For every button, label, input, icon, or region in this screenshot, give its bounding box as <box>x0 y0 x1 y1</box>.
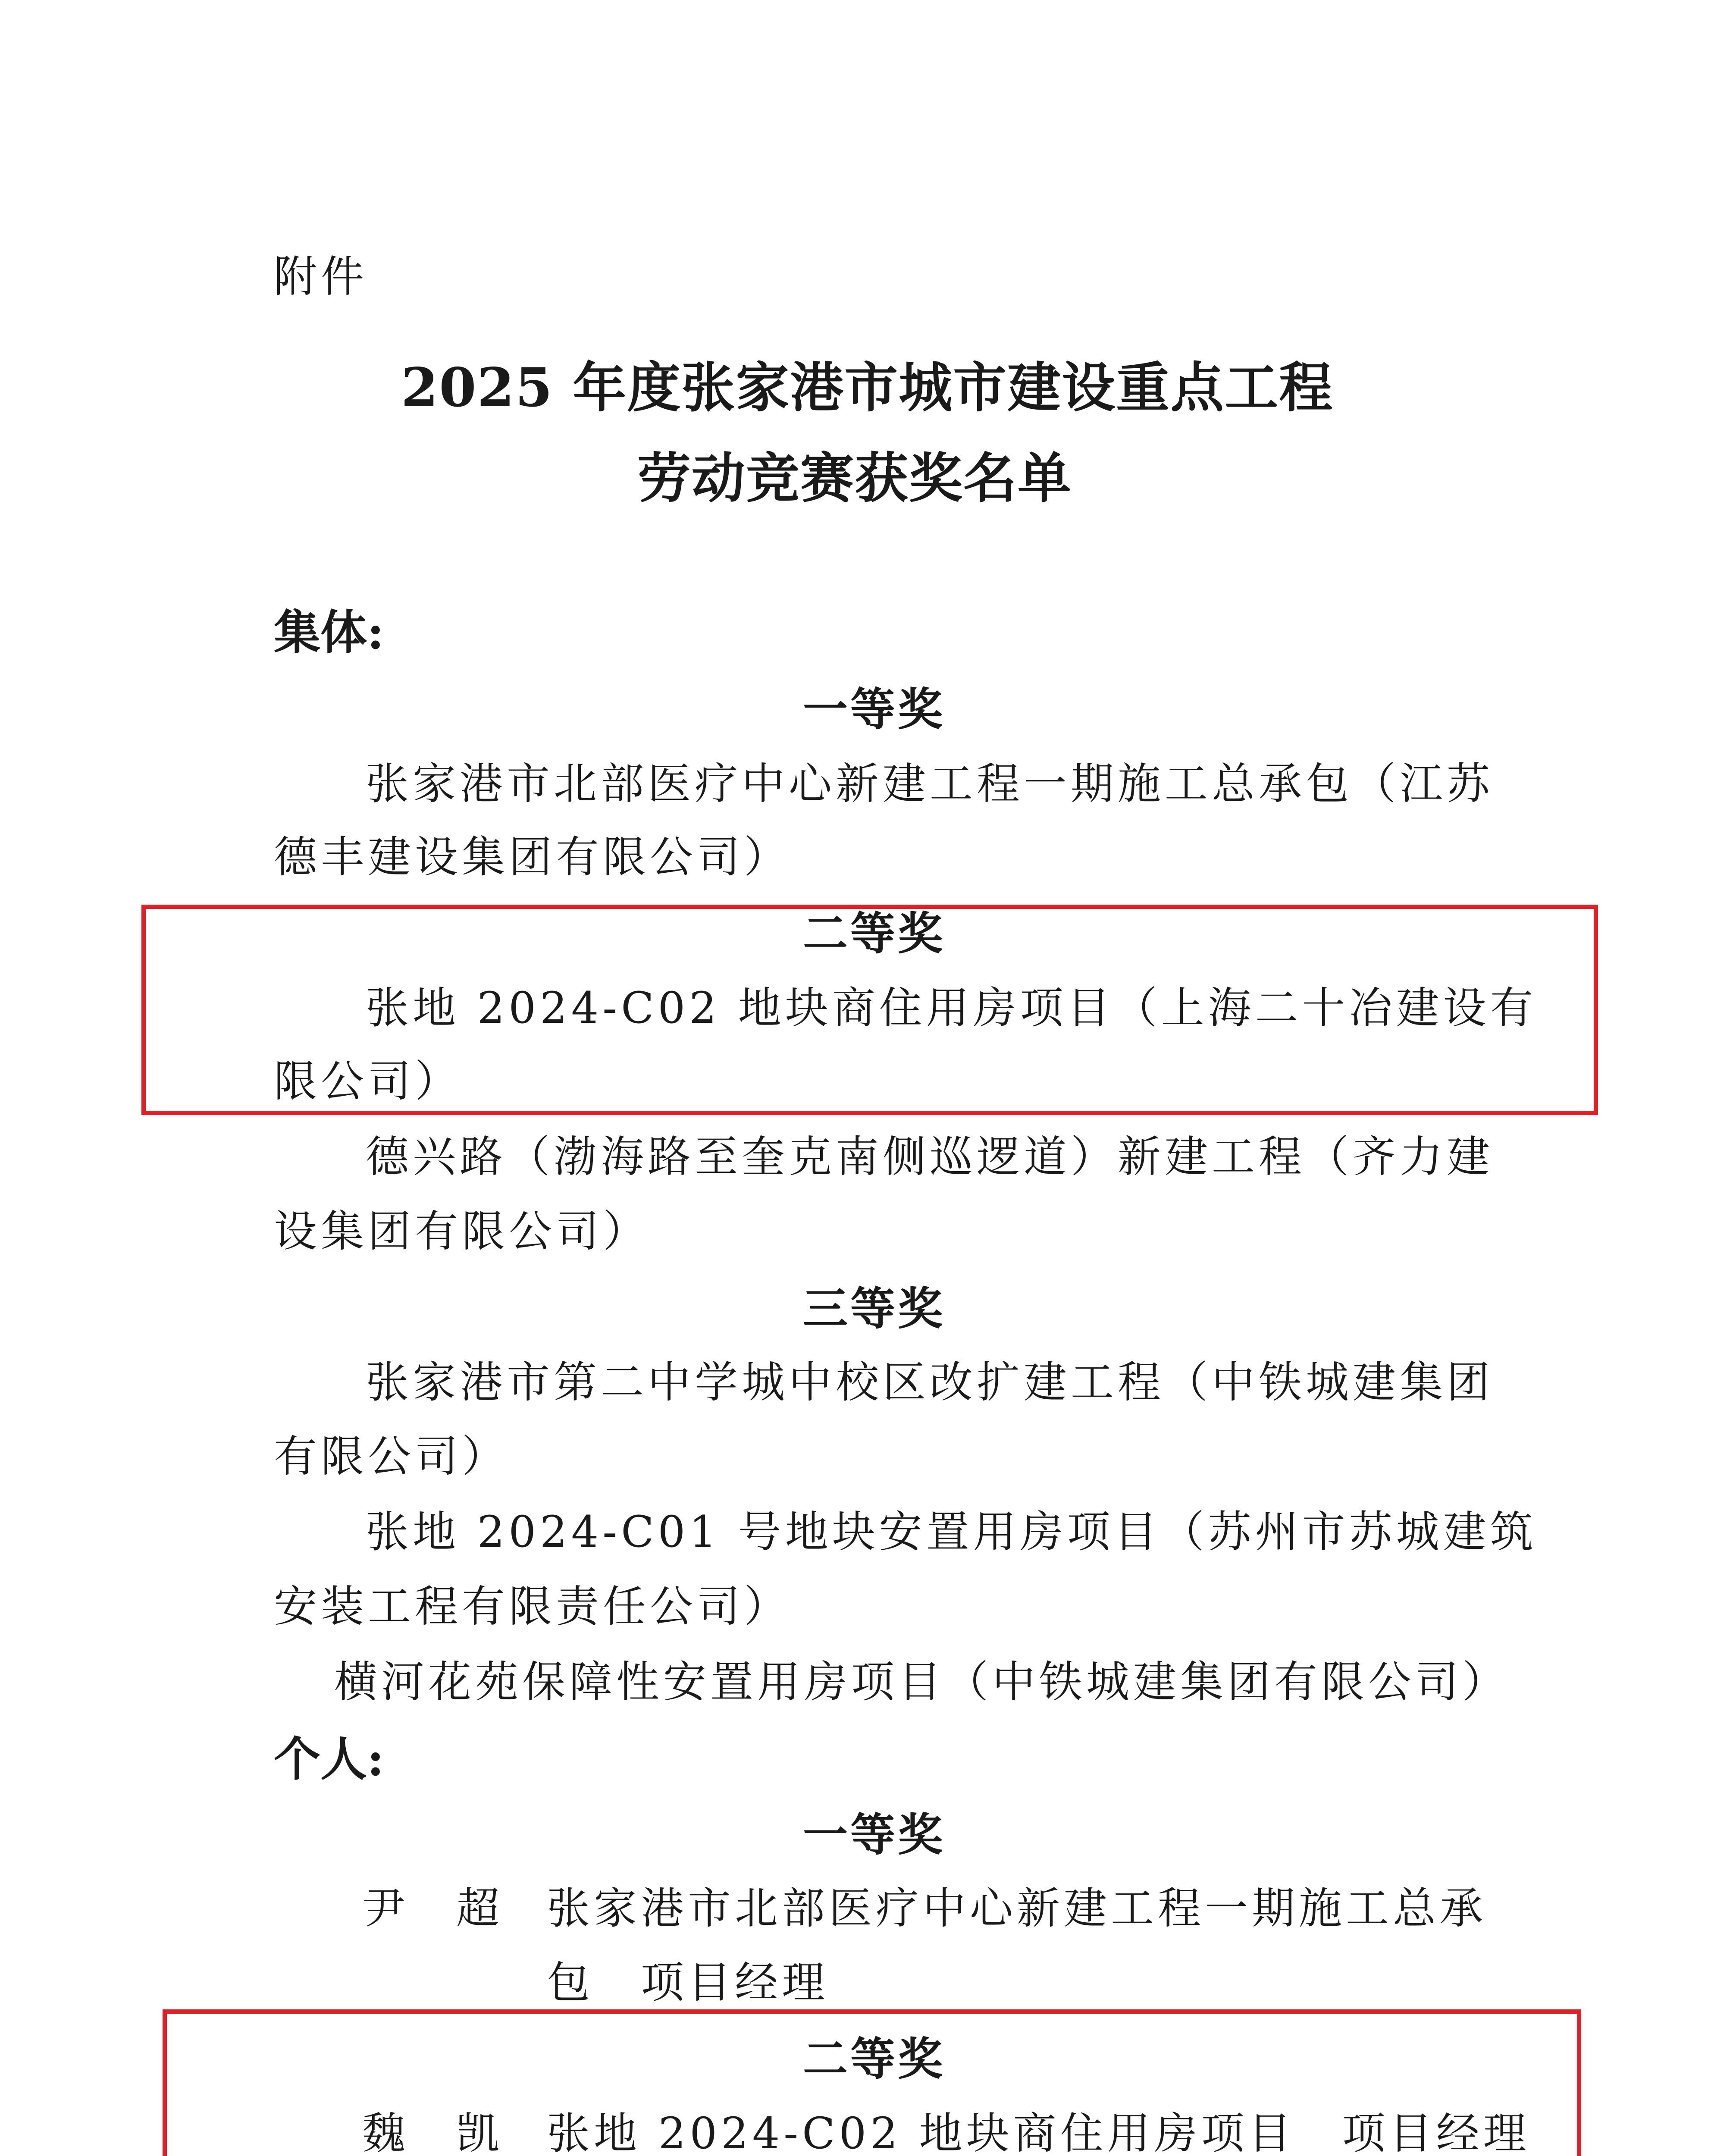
individual-second-prize-entry-1-line1: 张地 2024-C02 地块商住用房项目 项目经理 <box>547 2108 1530 2156</box>
page-title-line1: 2025 年度张家港市城市建设重点工程 <box>401 357 1334 419</box>
collective-third-prize-entry-2-line1: 张地 2024-C01 号地块安置用房项目（苏州市苏城建筑 <box>366 1507 1537 1557</box>
collective-first-prize-entry-1-line1: 张家港市北部医疗中心新建工程一期施工总承包（江苏 <box>366 758 1494 809</box>
collective-third-prize-entry-1-line2: 有限公司） <box>274 1431 509 1482</box>
individual-second-prize-entry-1-name: 魏 凯 <box>362 2108 503 2156</box>
collective-third-prize-entry-2-line2: 安装工程有限责任公司） <box>274 1581 791 1632</box>
individual-heading: 个人: <box>274 1732 384 1786</box>
attachment-label: 附件 <box>274 251 368 302</box>
individual-second-prize-label: 二等奖 <box>803 2032 946 2085</box>
collective-first-prize-label: 一等奖 <box>803 683 946 736</box>
collective-second-prize-entry-2-line2: 设集团有限公司） <box>274 1206 650 1257</box>
highlight-box-collective-second-prize <box>141 905 1598 1115</box>
individual-first-prize-entry-1-line2: 包 项目经理 <box>547 1957 829 2008</box>
collective-second-prize-label: 二等奖 <box>803 907 946 960</box>
collective-second-prize-entry-1-line1: 张地 2024-C02 地块商住用房项目（上海二十冶建设有 <box>366 983 1537 1033</box>
collective-second-prize-entry-1-line2: 限公司） <box>274 1056 462 1106</box>
collective-first-prize-entry-1-line2: 德丰建设集团有限公司） <box>274 832 791 882</box>
collective-third-prize-entry-1-line1: 张家港市第二中学城中校区改扩建工程（中铁城建集团 <box>366 1357 1494 1407</box>
collective-third-prize-label: 三等奖 <box>803 1282 946 1335</box>
individual-first-prize-entry-1-name: 尹 超 <box>362 1883 503 1934</box>
collective-heading: 集体: <box>274 605 384 660</box>
individual-first-prize-label: 一等奖 <box>803 1808 946 1861</box>
collective-second-prize-entry-2-line1: 德兴路（渤海路至奎克南侧巡逻道）新建工程（齐力建 <box>366 1131 1494 1182</box>
individual-first-prize-entry-1-line1: 张家港市北部医疗中心新建工程一期施工总承 <box>547 1883 1487 1934</box>
collective-third-prize-entry-3-line1: 横河花苑保障性安置用房项目（中铁城建集团有限公司） <box>334 1657 1509 1707</box>
highlight-box-individual-second-prize <box>163 2009 1581 2156</box>
page-title-line2: 劳动竞赛获奖名单 <box>637 447 1072 510</box>
